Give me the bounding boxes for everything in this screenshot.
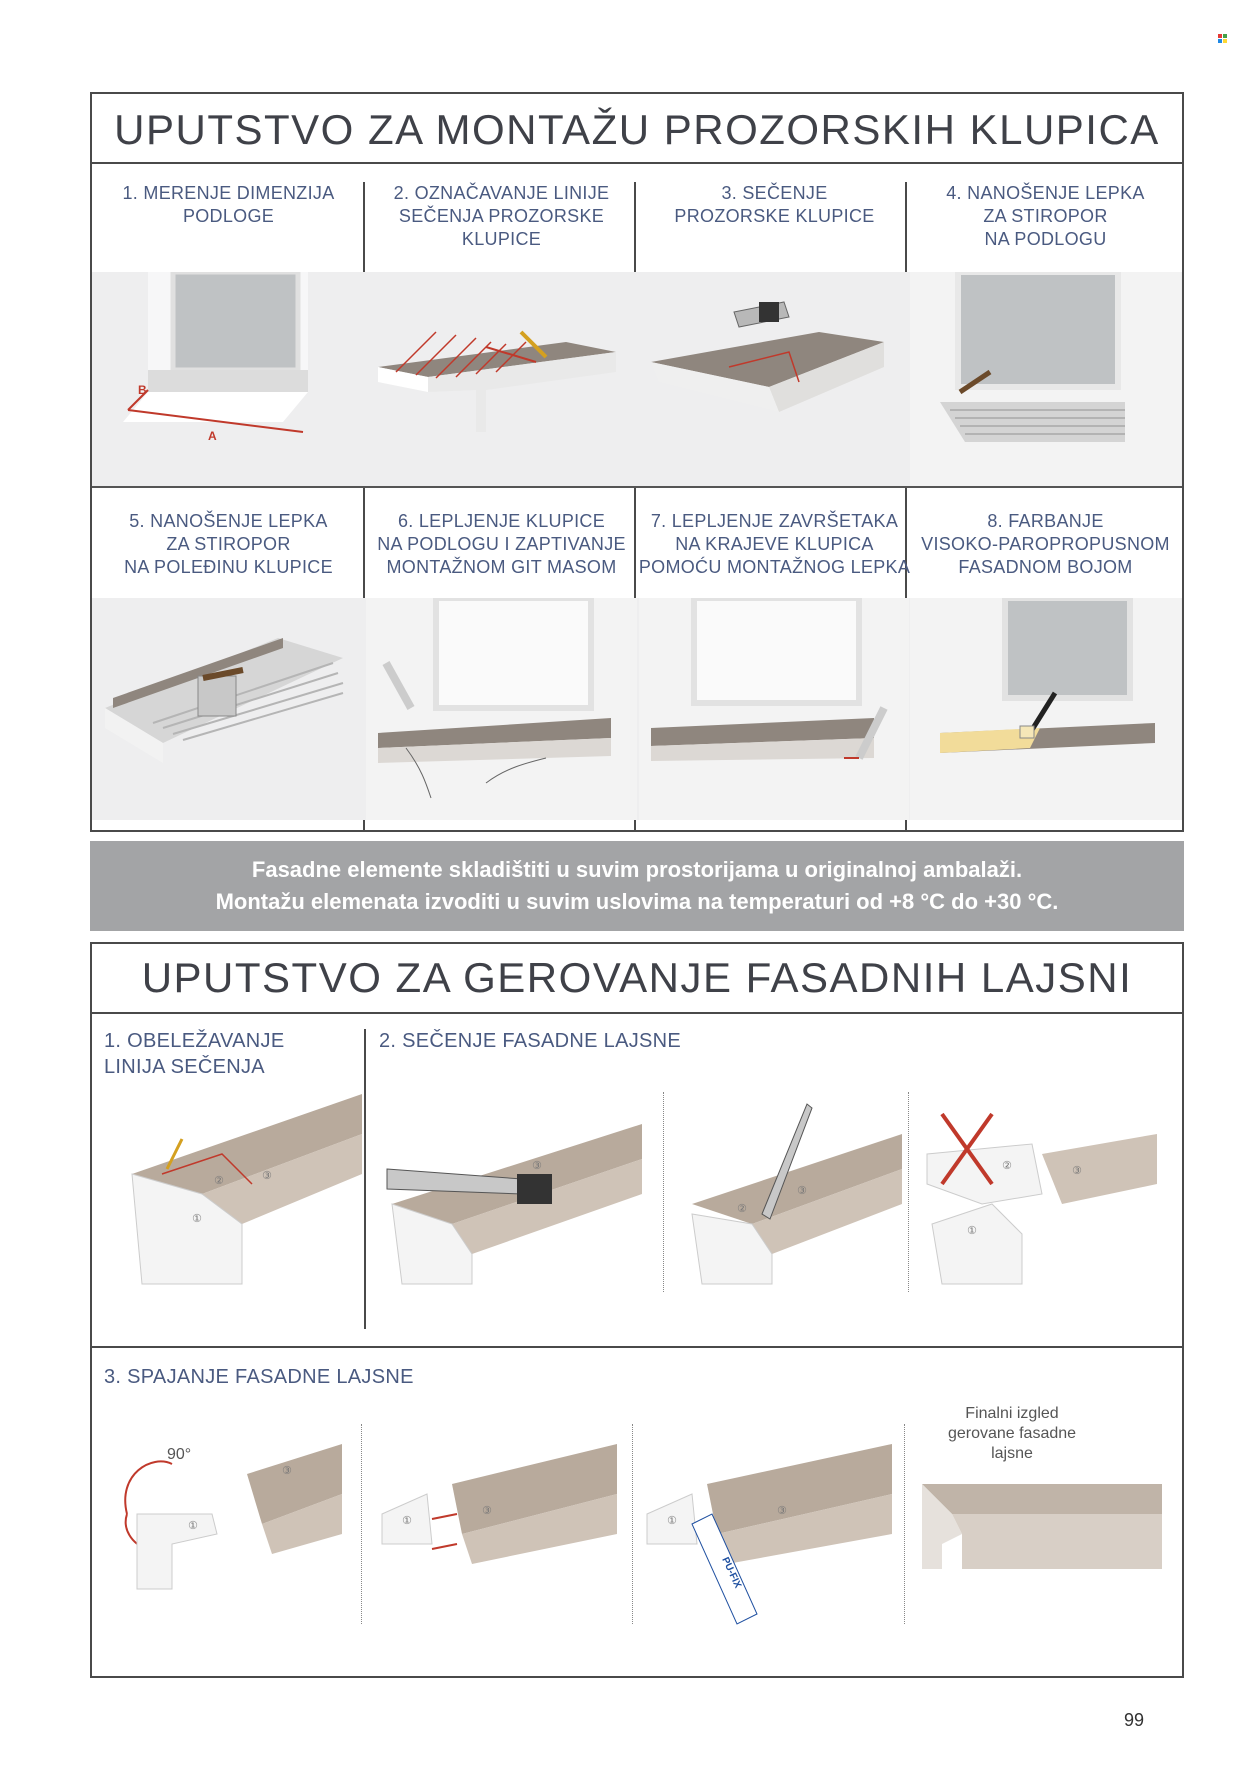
svg-text:③: ③ <box>797 1185 807 1197</box>
molding-saw-illustration <box>382 1094 652 1294</box>
step-3-caption: 3. SEČENJE <box>721 183 828 203</box>
molding-wrong-cut-illustration <box>922 1094 1162 1294</box>
dim-a-label: A <box>208 429 217 443</box>
step-mark-line: 2. OZNAČAVANJE LINIJE SEČENJA PROZORSKE KLUPICE <box>365 164 638 486</box>
svg-text:③: ③ <box>482 1505 492 1517</box>
svg-text:③: ③ <box>532 1160 542 1172</box>
svg-text:②: ② <box>737 1203 747 1215</box>
step-8-caption: 8. FARBANJE <box>987 511 1104 531</box>
window-sill-title: UPUTSTVO ZA MONTAŽU PROZORSKIH KLUPICA <box>114 106 1160 153</box>
step-4-caption: 4. NANOŠENJE LEPKA <box>946 183 1145 203</box>
temperature-notice: Montažu elemenata izvoditi u suvim uslovima na temperaturi od +8 °C do +30 °C. <box>215 889 1059 914</box>
final-look-caption: Finalni izgled gerovane fasadne lajsne <box>947 1405 1077 1462</box>
dim-b-label: B <box>138 383 147 397</box>
step-cut-molding: 2. SEČENJE FASADNE LAJSNE <box>379 1030 682 1052</box>
step-cut: 3. SEČENJE PROZORSKE KLUPICE <box>638 164 911 486</box>
step-glue-back: 5. NANOŠENJE LEPKA ZA STIROPOR NA POLEĐINU KLUPICE <box>92 488 365 830</box>
marker-2: ② <box>214 1175 224 1187</box>
cut-illustration <box>638 272 911 486</box>
step-5-caption: 5. NANOŠENJE LEPKA <box>129 511 328 531</box>
step-glue-substrate: 4. NANOŠENJE LEPKA ZA STIROPOR NA PODLOGU <box>909 164 1182 486</box>
step-join-molding: 3. SPAJANJE FASADNE LAJSNE <box>104 1366 414 1388</box>
brand-logo <box>1218 34 1227 43</box>
svg-text:①: ① <box>402 1515 412 1527</box>
marker-3: ③ <box>262 1170 272 1182</box>
paint-illustration <box>909 598 1182 820</box>
marker-1: ① <box>192 1213 202 1225</box>
mark-line-illustration <box>365 272 638 486</box>
glue-substrate-illustration <box>909 272 1182 486</box>
angle-label: 90° <box>167 1446 192 1463</box>
step-1-caption: 1. MERENJE DIMENZIJA <box>122 183 335 203</box>
step-paint: 8. FARBANJE VISOKO-PAROPROPUSNOM FASADNOM BOJOM <box>909 488 1182 830</box>
page-number: 99 <box>1124 1710 1145 1730</box>
storage-notice: Fasadne elemente skladištiti u suvim prostorijama u originalnoj ambalaži. <box>251 857 1023 882</box>
svg-text:③: ③ <box>282 1465 292 1477</box>
molding-rotate-illustration <box>102 1434 357 1634</box>
molding-instructions <box>90 942 1184 1678</box>
step-2-caption: 2. OZNAČAVANJE LINIJE <box>393 183 610 203</box>
molding-glue-illustration <box>637 1434 902 1634</box>
svg-text:①: ① <box>967 1225 977 1237</box>
svg-text:PU-FIX: PU-FIX <box>719 1555 744 1590</box>
glue-ends-illustration <box>638 598 911 820</box>
glue-back-illustration <box>92 598 365 820</box>
svg-text:①: ① <box>188 1520 198 1532</box>
svg-text:③: ③ <box>1072 1165 1082 1177</box>
svg-text:②: ② <box>1002 1160 1012 1172</box>
molding-marking-illustration <box>122 1094 362 1294</box>
molding-vertical-cut-illustration <box>682 1094 912 1294</box>
step-measure: 1. MERENJE DIMENZIJA PODLOGE B A <box>92 164 365 486</box>
molding-title: UPUTSTVO ZA GEROVANJE FASADNIH LAJSNI <box>141 954 1133 1001</box>
storage-notice-banner <box>90 841 1184 931</box>
molding-join-illustration <box>372 1434 627 1634</box>
glue-sill-illustration <box>365 598 638 820</box>
step-7-caption: 7. LEPLJENJE ZAVRŠETAKA <box>650 511 899 531</box>
measure-illustration <box>92 272 365 486</box>
svg-text:①: ① <box>667 1515 677 1527</box>
window-sill-instructions <box>90 92 1184 832</box>
step-mark-cut-lines: 1. OBELEŽAVANJE LINIJA SEČENJA <box>104 1030 285 1078</box>
step-glue-sill: 6. LEPLJENJE KLUPICE NA PODLOGU I ZAPTIVANJE MONTAŽNOM GIT MASOM <box>365 488 638 830</box>
molding-final-illustration <box>922 1474 1162 1614</box>
svg-text:③: ③ <box>777 1505 787 1517</box>
step-6-caption: 6. LEPLJENJE KLUPICE <box>397 511 606 531</box>
step-glue-ends: 7. LEPLJENJE ZAVRŠETAKA NA KRAJEVE KLUPICA POMOĆU MONTAŽNOG LEPKA <box>638 488 911 830</box>
